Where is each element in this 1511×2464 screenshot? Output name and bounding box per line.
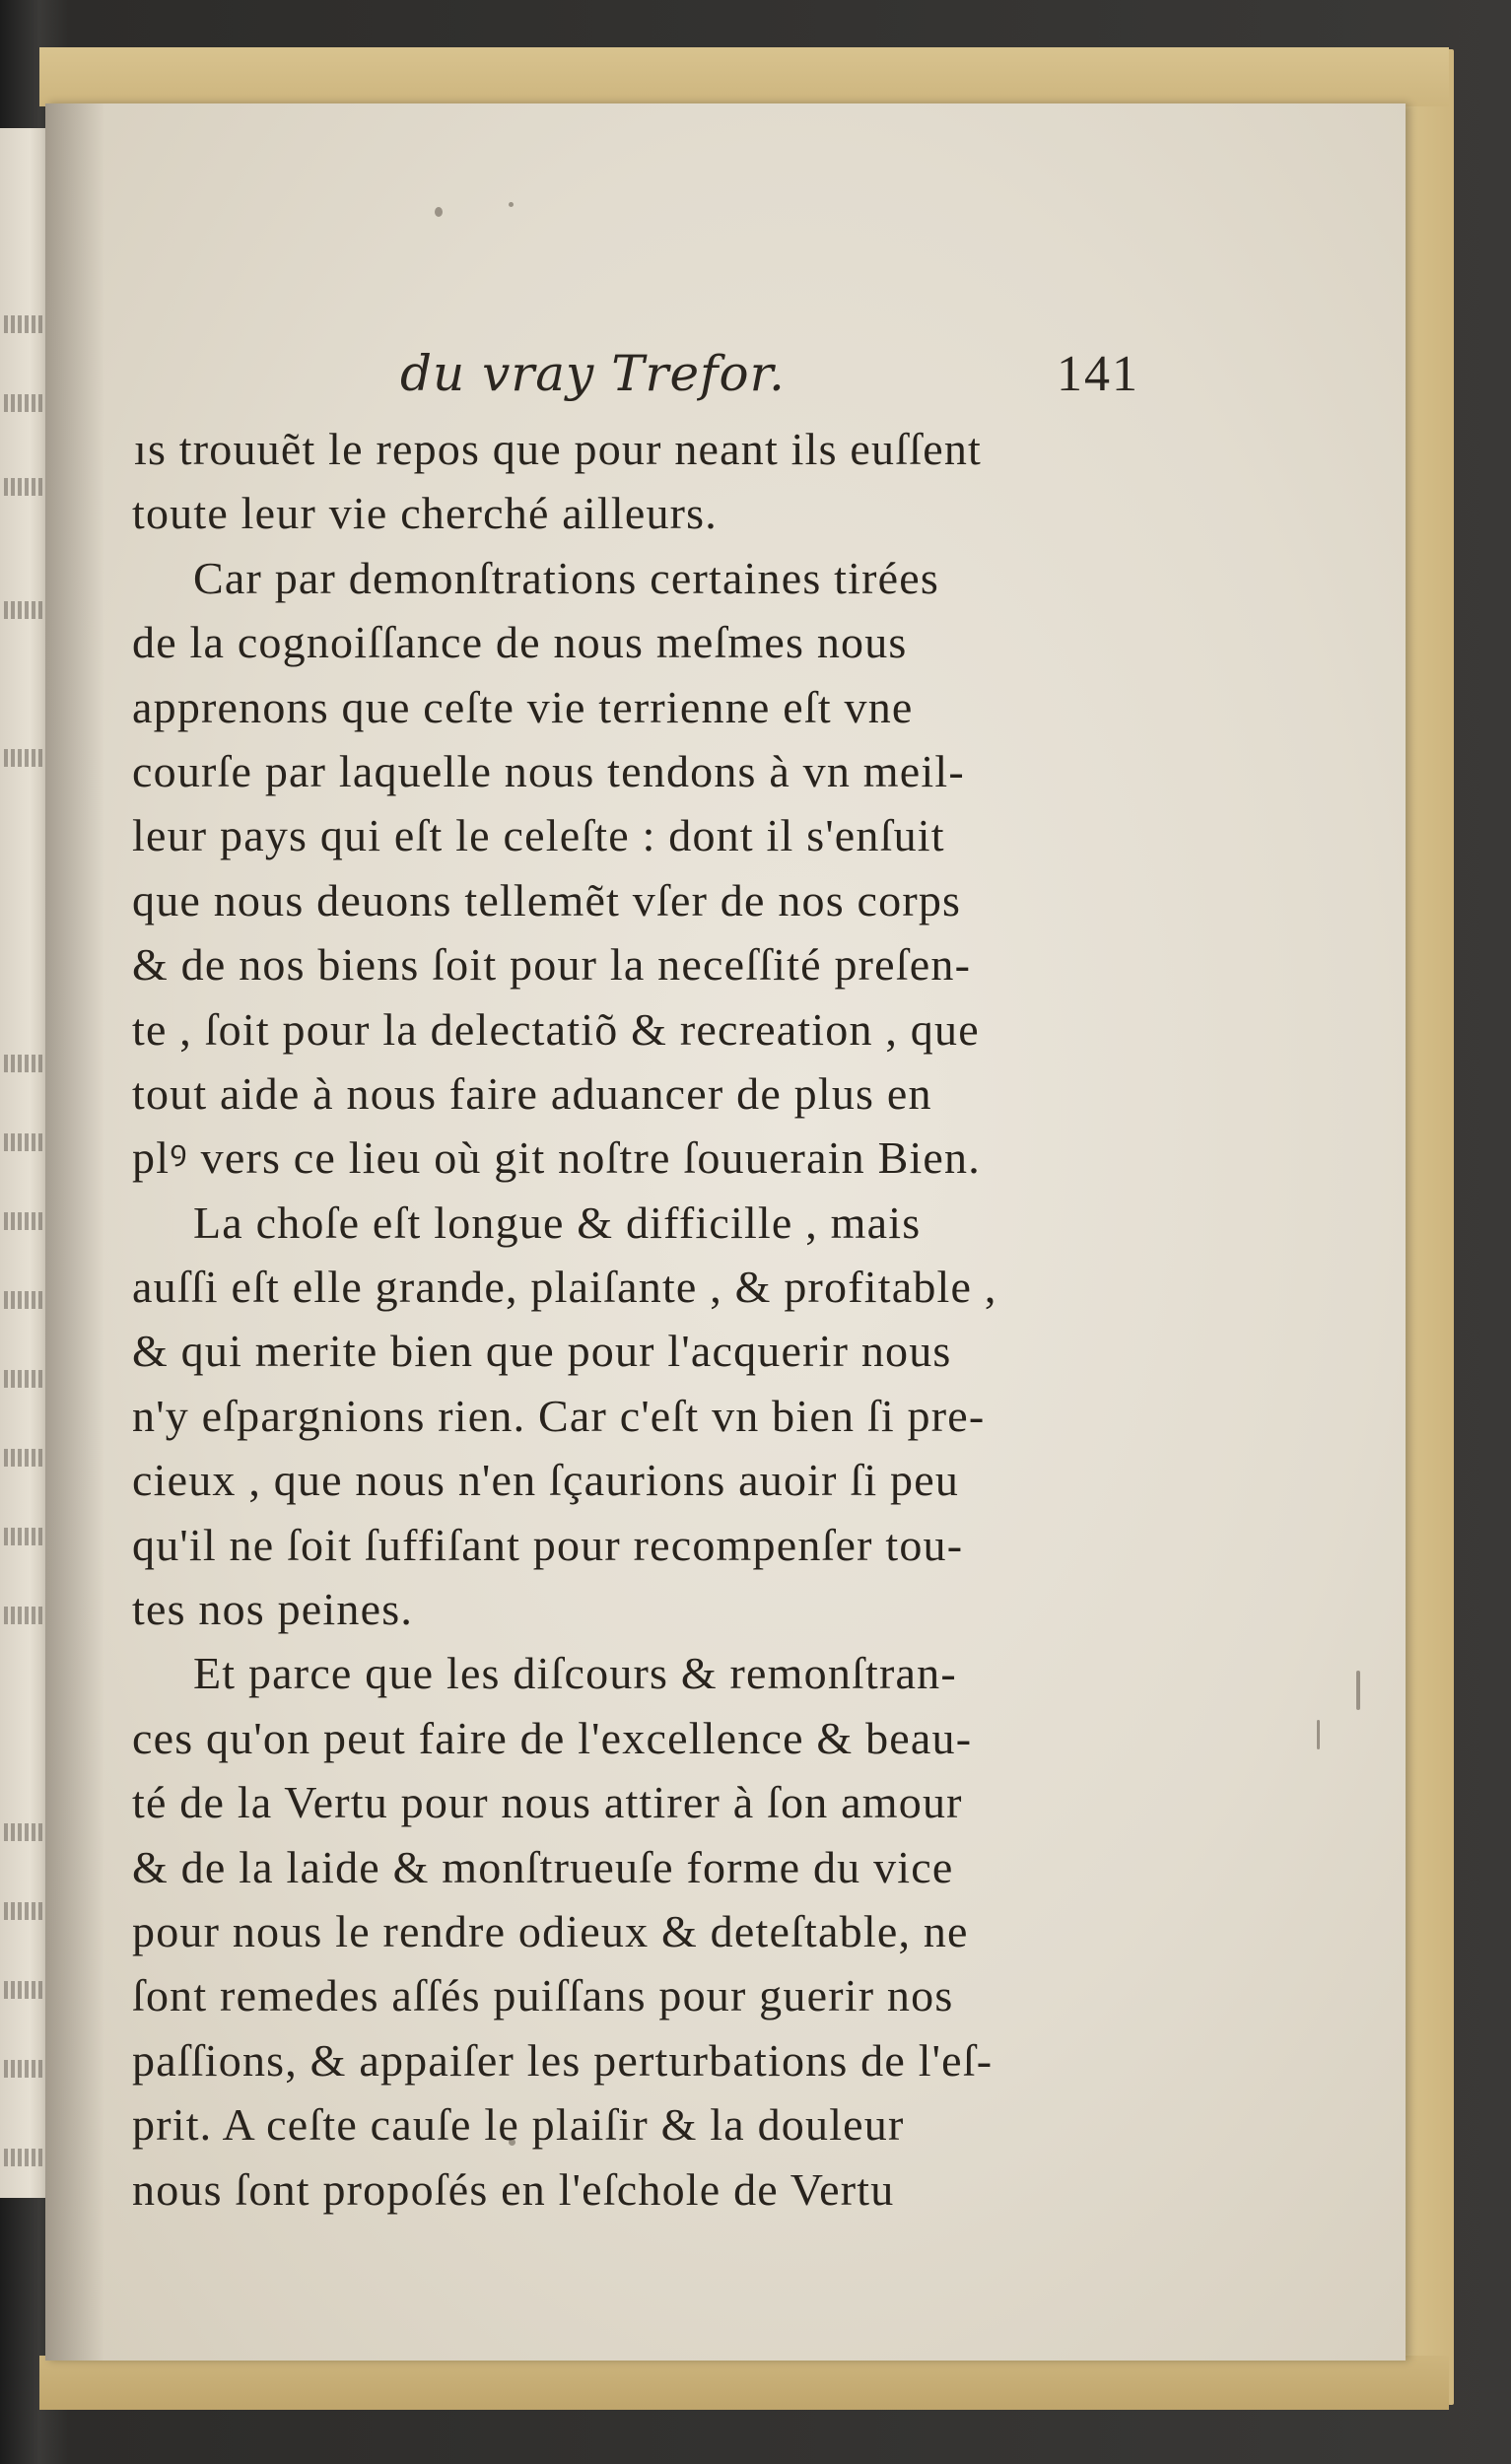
text-line: nous ſont propoſés en l'eſchole de Vertu [132,2163,895,2215]
paper-speck [1317,1720,1320,1749]
running-title: du vray Trefor. [400,345,786,402]
bleed-through-mark [4,1133,51,1151]
text-line: que nous deuons tellemẽt vſer de nos corps [132,874,962,925]
text-line: & qui merite bien que pour l'acquerir nous [132,1326,952,1377]
page-number: 141 [1057,346,1139,402]
bleed-through-mark [4,394,51,412]
bleed-through-mark [4,315,51,333]
book-cover-board-bottom [39,2356,1449,2410]
text-line: cieux , que nous n'en ſçaurions auoir ſi peu [132,1455,960,1506]
text-line: plꝰ vers ce lieu où git noſtre ſouuerain Bien. [132,1132,981,1184]
text-line: qu'il ne ſoit ſuffiſant pour recompenſer tou- [132,1519,964,1570]
bleed-through-mark [4,1607,51,1624]
paragraph-first-line: La choſe eſt longue & difficille , mais [193,1197,922,1248]
body-text [132,417,1206,2222]
text-line: te , ſoit pour la delectatiõ & recreation , que [132,1003,980,1055]
text-line: leur pays qui eſt le celeſte : dont il s'enſuit [132,810,945,861]
bleed-through-mark [4,601,51,619]
bleed-through-mark [4,1528,51,1545]
text-line: pour nous le rendre odieux & deteſtable, ne [132,1905,969,1956]
book-cover-board-top [39,47,1449,106]
bleed-through-mark [4,1449,51,1467]
text-line: toute leur vie cherché ailleurs. [132,488,718,539]
bleed-through-mark [4,1981,51,1999]
text-line: & de nos biens ſoit pour la neceſſité preſen- [132,939,972,991]
text-line: n'y eſpargnions rien. Car c'eſt vn bien ſi pre- [132,1390,986,1441]
paper-speck [509,202,514,207]
running-head [400,345,1139,414]
paper-speck [1356,1671,1360,1710]
bleed-through-mark [4,1055,51,1072]
bleed-through-mark [4,478,51,496]
text-line: & de la laide & monſtrueuſe forme du vice [132,1841,954,1892]
paragraph-first-line: Car par demonſtrations certaines tirées [193,552,939,603]
bleed-through-mark [4,2149,51,2166]
bleed-through-mark [4,1823,51,1841]
paragraph-first-line: Et parce que les diſcours & remonſtran- [193,1648,957,1699]
text-line: tes nos peines. [132,1584,414,1635]
bleed-through-mark [4,1902,51,1920]
bleed-through-mark [4,1212,51,1230]
book-page [45,103,1406,2361]
text-line: prit. A ceſte cauſe le plaiſir & la douleur [132,2099,905,2151]
text-line: ıs trouuẽt le repos que pour neant ils euſſent [134,424,982,474]
bleed-through-mark [4,1291,51,1309]
text-line: paſſions, & appaiſer les perturbations de l'eſ- [132,2034,994,2086]
bleed-through-mark [4,1370,51,1388]
text-line: ſont remedes aſſés puiſſans pour guerir nos [132,1970,954,2021]
text-line: auſſi eſt elle grande, plaiſante , & profitable , [132,1262,997,1313]
text-line: courſe par laquelle nous tendons à vn meil- [132,745,965,796]
paper-speck [435,207,443,217]
text-line: tout aide à nous faire aduancer de plus en [132,1067,932,1119]
bleed-through-mark [4,749,51,767]
text-line: de la cognoiſſance de nous meſmes nous [132,617,908,668]
bleed-through-mark [4,2060,51,2078]
text-line: té de la Vertu pour nous attirer à ſon amour [132,1777,963,1828]
text-line: ces qu'on peut faire de l'excellence & beau- [132,1712,973,1763]
text-line: apprenons que ceſte vie terrienne eſt vne [132,681,914,732]
